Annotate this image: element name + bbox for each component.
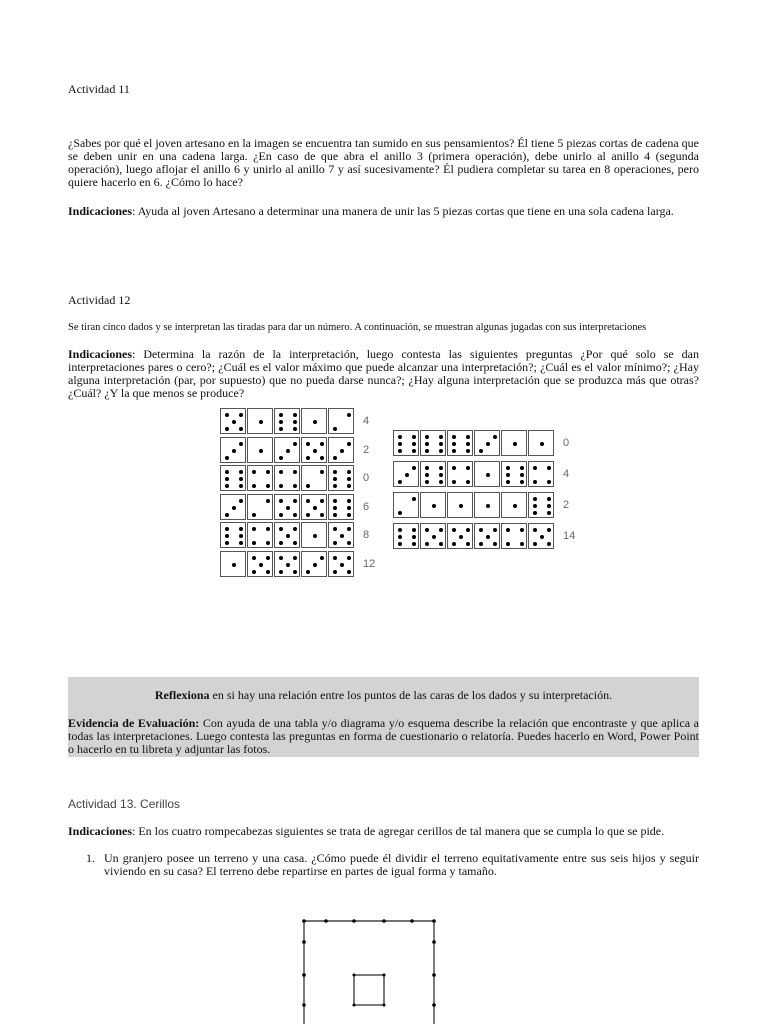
pip [293, 527, 297, 531]
pip [293, 420, 297, 424]
pip [520, 542, 524, 546]
pip [412, 542, 416, 546]
pip [520, 480, 524, 484]
pip [279, 484, 283, 488]
pip [547, 466, 551, 470]
pip [412, 535, 416, 539]
pip [439, 435, 443, 439]
pip [266, 527, 270, 531]
pip [520, 466, 524, 470]
left-roll-score: 2 [363, 443, 370, 456]
act13-title: Actividad 13. Cerillos [68, 797, 181, 811]
pip [320, 442, 324, 446]
die-face-1 [528, 430, 554, 456]
pip [479, 542, 483, 546]
pip [239, 470, 243, 474]
die-face-6 [220, 465, 246, 491]
pip [425, 473, 429, 477]
pip [266, 541, 270, 545]
pip [293, 427, 297, 431]
pip [340, 534, 344, 538]
pip [533, 466, 537, 470]
die-face-1 [447, 492, 473, 518]
die-face-1 [474, 461, 500, 487]
pip [306, 484, 310, 488]
pip [293, 556, 297, 560]
pip [239, 527, 243, 531]
pip [333, 513, 337, 517]
die-face-6 [393, 430, 419, 456]
pip [333, 484, 337, 488]
act12-ind-label: Indicaciones [68, 347, 133, 361]
reflexiona-box [68, 677, 699, 757]
die-face-4 [447, 461, 473, 487]
pip [279, 413, 283, 417]
die-face-4 [528, 461, 554, 487]
die-face-5 [301, 437, 327, 463]
pip [520, 473, 524, 477]
die-face-1 [220, 551, 246, 577]
pip [347, 470, 351, 474]
pip [306, 442, 310, 446]
pip [293, 470, 297, 474]
pip [279, 470, 283, 474]
pip [513, 504, 517, 508]
pip [239, 534, 243, 538]
pip [425, 480, 429, 484]
pip [279, 513, 283, 517]
pip [252, 541, 256, 545]
pip [225, 484, 229, 488]
pip [347, 413, 351, 417]
pip [452, 466, 456, 470]
pip [506, 528, 510, 532]
pip [239, 484, 243, 488]
die-face-6 [501, 461, 527, 487]
pip [486, 473, 490, 477]
evidencia-text: Con ayuda de una tabla y/o diagrama y/o esquema describe la relación que encontraste y que aplica a todas las interpretaciones. Luego contesta las preguntas en forma de cuestionario o relatoría. Puedes hacerlo en Word, Power Point o hacerlo en tu libreta y adjuntar las fotos. [68, 716, 699, 756]
pip [412, 528, 416, 532]
die-face-6 [528, 492, 554, 518]
pip [286, 563, 290, 567]
pip [225, 413, 229, 417]
pip [466, 466, 470, 470]
die-face-5 [301, 494, 327, 520]
pip [333, 527, 337, 531]
pip [306, 513, 310, 517]
pip [340, 563, 344, 567]
house-square [354, 975, 384, 1005]
pip [252, 556, 256, 560]
pip [347, 506, 351, 510]
pip [547, 511, 551, 515]
die-face-6 [420, 461, 446, 487]
pip [412, 497, 416, 501]
left-roll-score: 8 [363, 529, 370, 541]
pip [333, 570, 337, 574]
pip [252, 570, 256, 574]
pip [320, 556, 324, 560]
pip [239, 541, 243, 545]
pip [225, 456, 229, 460]
pip [333, 477, 337, 481]
pip [293, 513, 297, 517]
pip [398, 542, 402, 546]
die-face-1 [247, 408, 273, 434]
left-roll-score: 4 [363, 415, 370, 427]
die-face-6 [447, 430, 473, 456]
pip [293, 570, 297, 574]
pip [439, 466, 443, 470]
pip [452, 449, 456, 453]
die-face-3 [220, 437, 246, 463]
pip [239, 477, 243, 481]
die-face-6 [274, 408, 300, 434]
pip [313, 563, 317, 567]
pip [347, 570, 351, 574]
pip [239, 427, 243, 431]
pip [398, 511, 402, 515]
pip [466, 435, 470, 439]
pip [259, 449, 263, 453]
act13-indicaciones [68, 825, 708, 838]
pip [547, 497, 551, 501]
dice-table-right [393, 430, 576, 552]
right-roll-score: 2 [563, 499, 570, 511]
die-face-3 [393, 461, 419, 487]
right-roll-score: 14 [563, 530, 576, 542]
pip [466, 528, 470, 532]
die-face-1 [474, 492, 500, 518]
pip [432, 504, 436, 508]
pip [439, 442, 443, 446]
pip [279, 499, 283, 503]
pip [313, 420, 317, 424]
pip [252, 527, 256, 531]
pip [252, 470, 256, 474]
die-face-5 [247, 551, 273, 577]
pip [225, 541, 229, 545]
pip [286, 534, 290, 538]
pip [347, 541, 351, 545]
pip [452, 442, 456, 446]
die-face-1 [501, 492, 527, 518]
pip [459, 535, 463, 539]
pip [259, 420, 263, 424]
act13-ind-label: Indicaciones [68, 824, 133, 838]
pip [293, 484, 297, 488]
pip [506, 473, 510, 477]
pip [506, 480, 510, 484]
pip [333, 541, 337, 545]
pip [533, 497, 537, 501]
pip [452, 480, 456, 484]
pip [405, 473, 409, 477]
pip [313, 534, 317, 538]
pip [398, 442, 402, 446]
pip [398, 528, 402, 532]
pip [266, 470, 270, 474]
die-face-5 [328, 551, 354, 577]
pip [479, 449, 483, 453]
act13-item-text: Un granjero posee un terreno y una casa. ¿Cómo puede él dividir el terreno equitativamente entre sus seis hijos y seguir viviendo en su casa? El terreno debe repartirse en partes de igual forma y tamaño. [104, 851, 699, 878]
pip [486, 535, 490, 539]
pip [425, 528, 429, 532]
pip [225, 534, 229, 538]
pip [333, 506, 337, 510]
pip [452, 542, 456, 546]
pip [486, 442, 490, 446]
die-face-5 [528, 523, 554, 549]
pip [313, 506, 317, 510]
die-face-3 [474, 430, 500, 456]
pip [279, 527, 283, 531]
right-roll-score: 0 [563, 437, 570, 449]
left-roll-score: 12 [363, 557, 376, 570]
pip [320, 499, 324, 503]
die-face-2 [247, 494, 273, 520]
pip [293, 442, 297, 446]
act12-indicaciones [68, 348, 699, 400]
die-face-5 [274, 522, 300, 548]
pip [398, 449, 402, 453]
pip [540, 535, 544, 539]
pip [547, 480, 551, 484]
pip [425, 449, 429, 453]
reflexiona-line [68, 689, 699, 702]
pip [306, 499, 310, 503]
pip [466, 449, 470, 453]
die-face-1 [501, 430, 527, 456]
pip [347, 556, 351, 560]
die-face-6 [393, 523, 419, 549]
pip [279, 556, 283, 560]
pip [452, 435, 456, 439]
die-face-2 [328, 408, 354, 434]
pip [466, 442, 470, 446]
pip [425, 542, 429, 546]
die-face-5 [474, 523, 500, 549]
die-face-5 [420, 523, 446, 549]
pip [347, 484, 351, 488]
reflexiona-text: en si hay una relación entre los puntos de las caras de los dados y su interpretación. [209, 688, 613, 702]
pip [398, 480, 402, 484]
pip [513, 442, 517, 446]
pip [425, 435, 429, 439]
pip [533, 511, 537, 515]
pip [439, 480, 443, 484]
act12-intro: Se tiran cinco dados y se interpretan las tiradas para dar un número. A continuación, se muestran algunas jugadas con sus interpretaciones [68, 322, 647, 333]
pip [520, 528, 524, 532]
right-roll-score: 4 [563, 468, 570, 480]
pip [333, 499, 337, 503]
pip [459, 504, 463, 508]
pip [279, 427, 283, 431]
pip [279, 541, 283, 545]
pip [306, 570, 310, 574]
pip [286, 449, 290, 453]
die-face-4 [247, 465, 273, 491]
evidencia-label: Evidencia de Evaluación: [68, 716, 200, 730]
die-face-4 [501, 523, 527, 549]
pip [533, 542, 537, 546]
pip [239, 442, 243, 446]
left-roll-score: 6 [363, 500, 370, 513]
die-face-5 [274, 494, 300, 520]
pip [466, 480, 470, 484]
pip [452, 528, 456, 532]
die-face-3 [301, 551, 327, 577]
die-face-1 [247, 437, 273, 463]
pip [279, 570, 283, 574]
pip [347, 442, 351, 446]
evidencia [68, 717, 699, 756]
pip [259, 563, 263, 567]
pip [425, 442, 429, 446]
pip [266, 556, 270, 560]
pip [279, 456, 283, 460]
act12-title: Actividad 12 [68, 293, 131, 307]
pip [320, 470, 324, 474]
pip [320, 456, 324, 460]
pip [412, 466, 416, 470]
act11-title: Actividad 11 [68, 82, 130, 96]
pip [279, 420, 283, 424]
pip [225, 527, 229, 531]
pip [225, 513, 229, 517]
pip [432, 535, 436, 539]
die-face-5 [447, 523, 473, 549]
pip [347, 477, 351, 481]
pip [439, 473, 443, 477]
pip [479, 528, 483, 532]
pip [493, 435, 497, 439]
pip [333, 456, 337, 460]
pip [252, 513, 256, 517]
pip [398, 535, 402, 539]
dice-table-left [220, 408, 380, 578]
pip [547, 528, 551, 532]
pip [486, 504, 490, 508]
pip [506, 466, 510, 470]
pip [533, 528, 537, 532]
pip [425, 466, 429, 470]
die-face-4 [274, 465, 300, 491]
pip [266, 499, 270, 503]
act11-text: ¿Sabes por qué el joven artesano en la imagen se encuentra tan sumido en sus pensamientos? Él tiene 5 piezas cortas de cadena que se deben unir en una cadena larga. ¿En caso de que abra el anillo 3 (primera operación), debe unirlo al anillo 4 (segunda operación), luego aflojar el anillo 6 y unirlo al anillo 7 y así sucesivamente? Él pudiera completar su tarea en 8 operaciones, pero quiere hacerlo en 6. ¿Cómo lo hace? [68, 136, 699, 189]
pip [239, 499, 243, 503]
die-face-1 [301, 522, 327, 548]
pip [547, 542, 551, 546]
pip [293, 499, 297, 503]
pip [547, 504, 551, 508]
pip [266, 570, 270, 574]
pip [439, 449, 443, 453]
pip [232, 449, 236, 453]
pip [239, 413, 243, 417]
pip [412, 442, 416, 446]
pip [225, 477, 229, 481]
die-face-6 [220, 522, 246, 548]
die-face-1 [301, 408, 327, 434]
die-face-2 [301, 465, 327, 491]
die-face-3 [220, 494, 246, 520]
pip [313, 449, 317, 453]
matchstick-figure [296, 912, 442, 1024]
pip [225, 427, 229, 431]
pip [293, 413, 297, 417]
pip [293, 541, 297, 545]
pip [540, 442, 544, 446]
act12-ind-text: : Determina la razón de la interpretación, luego contesta las siguientes preguntas ¿Por qué solo se dan interpretaciones pares o cero?; ¿Cuál es el valor máximo que puede alcanzar una interpretación?; ¿Cuál es el valor mínimo?; ¿Hay alguna interpretación (par, por supuesto) que no pueda darse nunca?; ¿Hay alguna interpretación que se produzca más que otras? ¿Cuál? ¿Y la que menos se produce? [68, 347, 699, 400]
pip [306, 456, 310, 460]
pip [533, 480, 537, 484]
left-roll-score: 0 [363, 472, 370, 484]
pip [320, 513, 324, 517]
act13-ind-text: : En los cuatro rompecabezas siguientes se trata de agregar cerillos de tal manera que se cumpla lo que se pide. [132, 824, 665, 838]
pip [286, 506, 290, 510]
pip [412, 435, 416, 439]
pip [439, 542, 443, 546]
pip [398, 435, 402, 439]
pip [266, 484, 270, 488]
pip [232, 506, 236, 510]
pip [333, 556, 337, 560]
die-face-4 [247, 522, 273, 548]
die-face-5 [220, 408, 246, 434]
reflexiona-label: Reflexiona [154, 688, 210, 702]
pip [533, 504, 537, 508]
act11-indicaciones [68, 205, 699, 218]
pip [493, 542, 497, 546]
die-face-6 [328, 494, 354, 520]
pip [340, 449, 344, 453]
pip [333, 470, 337, 474]
pip [439, 528, 443, 532]
pip [506, 542, 510, 546]
die-face-6 [420, 430, 446, 456]
pip [493, 528, 497, 532]
die-face-2 [393, 492, 419, 518]
pip [232, 563, 236, 567]
pip [333, 427, 337, 431]
pip [466, 542, 470, 546]
pip [347, 499, 351, 503]
die-face-6 [328, 465, 354, 491]
die-face-1 [420, 492, 446, 518]
act11-ind-text: : Ayuda al joven Artesano a determinar una manera de unir las 5 piezas cortas que tiene en una sola cadena larga. [132, 204, 674, 218]
die-face-5 [274, 551, 300, 577]
pip [232, 420, 236, 424]
pip [252, 484, 256, 488]
die-face-3 [274, 437, 300, 463]
pip [347, 527, 351, 531]
die-face-3 [328, 437, 354, 463]
act13-item-number: 1. [86, 851, 95, 865]
die-face-5 [328, 522, 354, 548]
pip [347, 513, 351, 517]
act11-ind-label: Indicaciones [68, 204, 133, 218]
pip [412, 449, 416, 453]
pip [225, 470, 229, 474]
